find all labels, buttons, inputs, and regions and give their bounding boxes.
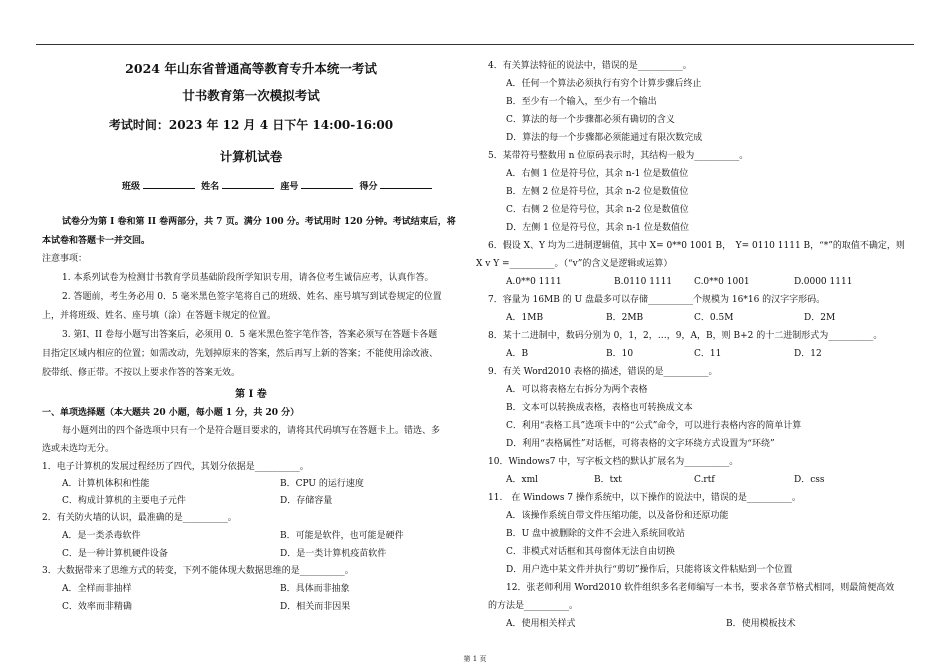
- option: B．U 盘中被删除的文件不会进入系统回收站: [506, 529, 686, 539]
- score-label: 得分: [359, 182, 378, 192]
- question-stem: 5．某带符号整数用 n 位原码表示时，其结构一般为__________。: [488, 151, 749, 161]
- subject-title: 计算机试卷: [219, 149, 283, 164]
- option: D．12: [794, 349, 822, 359]
- option: B．CPU 的运行速度: [280, 479, 364, 489]
- option: B.0110 1111: [614, 277, 673, 287]
- option: D．用户选中某文件并执行“剪切”操作后，只能将该文件粘贴到一个位置: [506, 565, 793, 575]
- page-number: 第 1 页: [463, 655, 487, 663]
- notice-item: 上，并将班级、姓名、座号填（涂）在答题卡规定的位置。: [42, 311, 277, 321]
- question-stem: X v Y =__________。（“v”的含义是逻辑或运算）: [476, 259, 673, 269]
- option: B．文本可以转换成表格，表格也可转换成文本: [506, 403, 693, 413]
- option: C.rtf: [694, 475, 715, 485]
- option: D．相关而非因果: [280, 602, 351, 612]
- notice-item: 胶带纸、修正带。不按以上要求作答的答案无效。: [42, 368, 241, 378]
- option: B．可能是软件，也可能是硬件: [280, 531, 404, 541]
- score-blank: [380, 179, 432, 189]
- option: C．效率而非精确: [62, 602, 132, 612]
- option: B．具体而非抽象: [280, 584, 350, 594]
- seat-label: 座号: [280, 182, 299, 192]
- seat-blank: [301, 179, 353, 189]
- option: A．使用相关样式: [506, 619, 576, 629]
- option: A．右侧 1 位是符号位，其余 n-1 位是数值位: [506, 169, 689, 179]
- class-label: 班级: [122, 182, 141, 192]
- option: A．是一类杀毒软件: [62, 531, 141, 541]
- question-stem: 12．张老师利用 Word2010 软件组织多名老师编写一本书，要求各章节格式相同，则最简便高效: [506, 583, 895, 593]
- volume-heading: 第 I 卷: [235, 389, 267, 400]
- notice-item: 2. 答题前，考生务必用 0．5 毫米黑色签字笔将自己的班级、姓名、座号填写到试卷规定的位置: [62, 292, 442, 302]
- notice-item: 1. 本系列试卷为检测廿书教育学员基础阶段所学知识专用，请各位考生诚信应考，认真作答。: [62, 273, 434, 283]
- info-fields-row: [122, 179, 435, 193]
- option: A．可以将表格左右拆分为两个表格: [506, 385, 648, 395]
- question-stem: 3．大数据带来了思维方式的转变，下列不能体现大数据思维的是__________。: [42, 566, 354, 576]
- question-stem: 6．假设 X、Y 均为二进制逻辑值，其中 X= 0**0 1001 B， Y= 0110 1111 B，“*”的取值不确定，则: [488, 241, 905, 251]
- section-desc: 选或未选均无分。: [42, 444, 115, 454]
- option: A.0**0 1111: [506, 277, 562, 287]
- option: B．使用模板技术: [726, 619, 796, 629]
- intro-line: 本试卷和答题卡一并交回。: [42, 236, 151, 246]
- question-stem: 7．容量为 16MB 的 U 盘最多可以存储__________个规模为 16*16 的汉字字形码。: [488, 295, 826, 305]
- option: C．0.5M: [694, 313, 734, 323]
- question-stem: 的方法是__________。: [488, 601, 579, 611]
- option: A．全样而非抽样: [62, 584, 132, 594]
- option: A．任何一个算法必须执行有穷个计算步骤后终止: [506, 79, 702, 89]
- name-blank: [222, 179, 274, 189]
- exam-title: 2024 年山东省普通高等教育专升本统一考试: [125, 61, 377, 76]
- option: C.0**0 1001: [694, 277, 750, 287]
- option: A．该操作系统自带文件压缩功能，以及备份和还原功能: [506, 511, 729, 521]
- option: B．至少有一个输入，至少有一个输出: [506, 97, 657, 107]
- option: D．是一类计算机疫苗软件: [280, 549, 387, 559]
- notice-item: 目指定区域内相应的位置；如需改动，先划掉原来的答案，然后再写上新的答案；不能使用涂改液、: [42, 349, 439, 359]
- question-stem: 9．有关 Word2010 表格的描述，错误的是__________。: [488, 367, 718, 377]
- option: A．B: [506, 349, 529, 359]
- notice-title: 注意事项：: [42, 254, 88, 264]
- option: B．左侧 2 位是符号位，其余 n-2 位是数值位: [506, 187, 689, 197]
- section-heading: 一、单项选择题（本大题共 20 小题，每小题 1 分，共 20 分）: [42, 408, 300, 418]
- class-blank: [143, 179, 195, 189]
- option: C．算法的每一个步骤都必须有确切的含义: [506, 115, 675, 125]
- exam-subtitle: 廿书教育第一次模拟考试: [182, 88, 320, 103]
- option: C．右侧 2 位是符号位，其余 n-2 位是数值位: [506, 205, 689, 215]
- option: C．非模式对话框和其母窗体无法自由切换: [506, 547, 675, 557]
- option: A．1MB: [506, 313, 544, 323]
- question-stem: 2．有关防火墙的认识，最准确的是__________。: [42, 513, 237, 523]
- intro-line: 试卷分为第 I 卷和第 II 卷两部分，共 7 页。满分 100 分。考试用时 120 分钟。考试结束后，将: [62, 217, 456, 227]
- name-label: 姓名: [201, 182, 220, 192]
- option: C．11: [694, 349, 722, 359]
- option: C．是一种计算机硬件设备: [62, 549, 168, 559]
- top-rule: [36, 44, 914, 45]
- option: D．css: [794, 475, 825, 485]
- option: D．2M: [804, 313, 836, 323]
- option: C．利用“表格工具”选项卡中的“公式”命令，可以进行表格内容的简单计算: [506, 421, 802, 431]
- option: C．构成计算机的主要电子元件: [62, 496, 186, 506]
- option: D.0000 1111: [794, 277, 853, 287]
- section-desc: 每小题列出的四个备选项中只有一个是符合题目要求的，请将其代码填写在答题卡上。错选、多: [62, 426, 441, 436]
- question-stem: 1．电子计算机的发展过程经历了四代，其划分依据是__________。: [42, 462, 309, 472]
- question-stem: 4．有关算法特征的说法中，错误的是__________。: [488, 61, 692, 71]
- exam-time: 考试时间：2023 年 12 月 4 日下午 14:00-16:00: [108, 118, 394, 132]
- option: D．左侧 1 位是符号位，其余 n-1 位是数值位: [506, 223, 689, 233]
- notice-item: 3. 第Ⅰ、II 卷每小题写出答案后，必须用 0．5 毫米黑色签字笔作答，答案必须写在答题卡各题: [62, 330, 438, 340]
- option: B．10: [606, 349, 634, 359]
- option: D．存储容量: [280, 496, 333, 506]
- question-stem: 11. 在 Windows 7 操作系统中，以下操作的说法中，错误的是__________。: [488, 493, 801, 503]
- question-stem: 8．某十二进制中，数码分别为 0，1，2，…，9，A，B，则 B+2 的十二进制形式为__________。: [488, 331, 883, 341]
- option: A．xml: [506, 475, 538, 485]
- option: D．算法的每一个步骤都必须能通过有限次数完成: [506, 133, 703, 143]
- option: B．txt: [594, 475, 622, 485]
- option: B．2MB: [606, 313, 644, 323]
- question-stem: 10．Windows7 中，写字板文档的默认扩展名为__________。: [488, 457, 739, 467]
- option: A．计算机体积和性能: [62, 479, 150, 489]
- option: D．利用“表格属性”对话框，可将表格的文字环绕方式设置为“环绕”: [506, 439, 775, 449]
